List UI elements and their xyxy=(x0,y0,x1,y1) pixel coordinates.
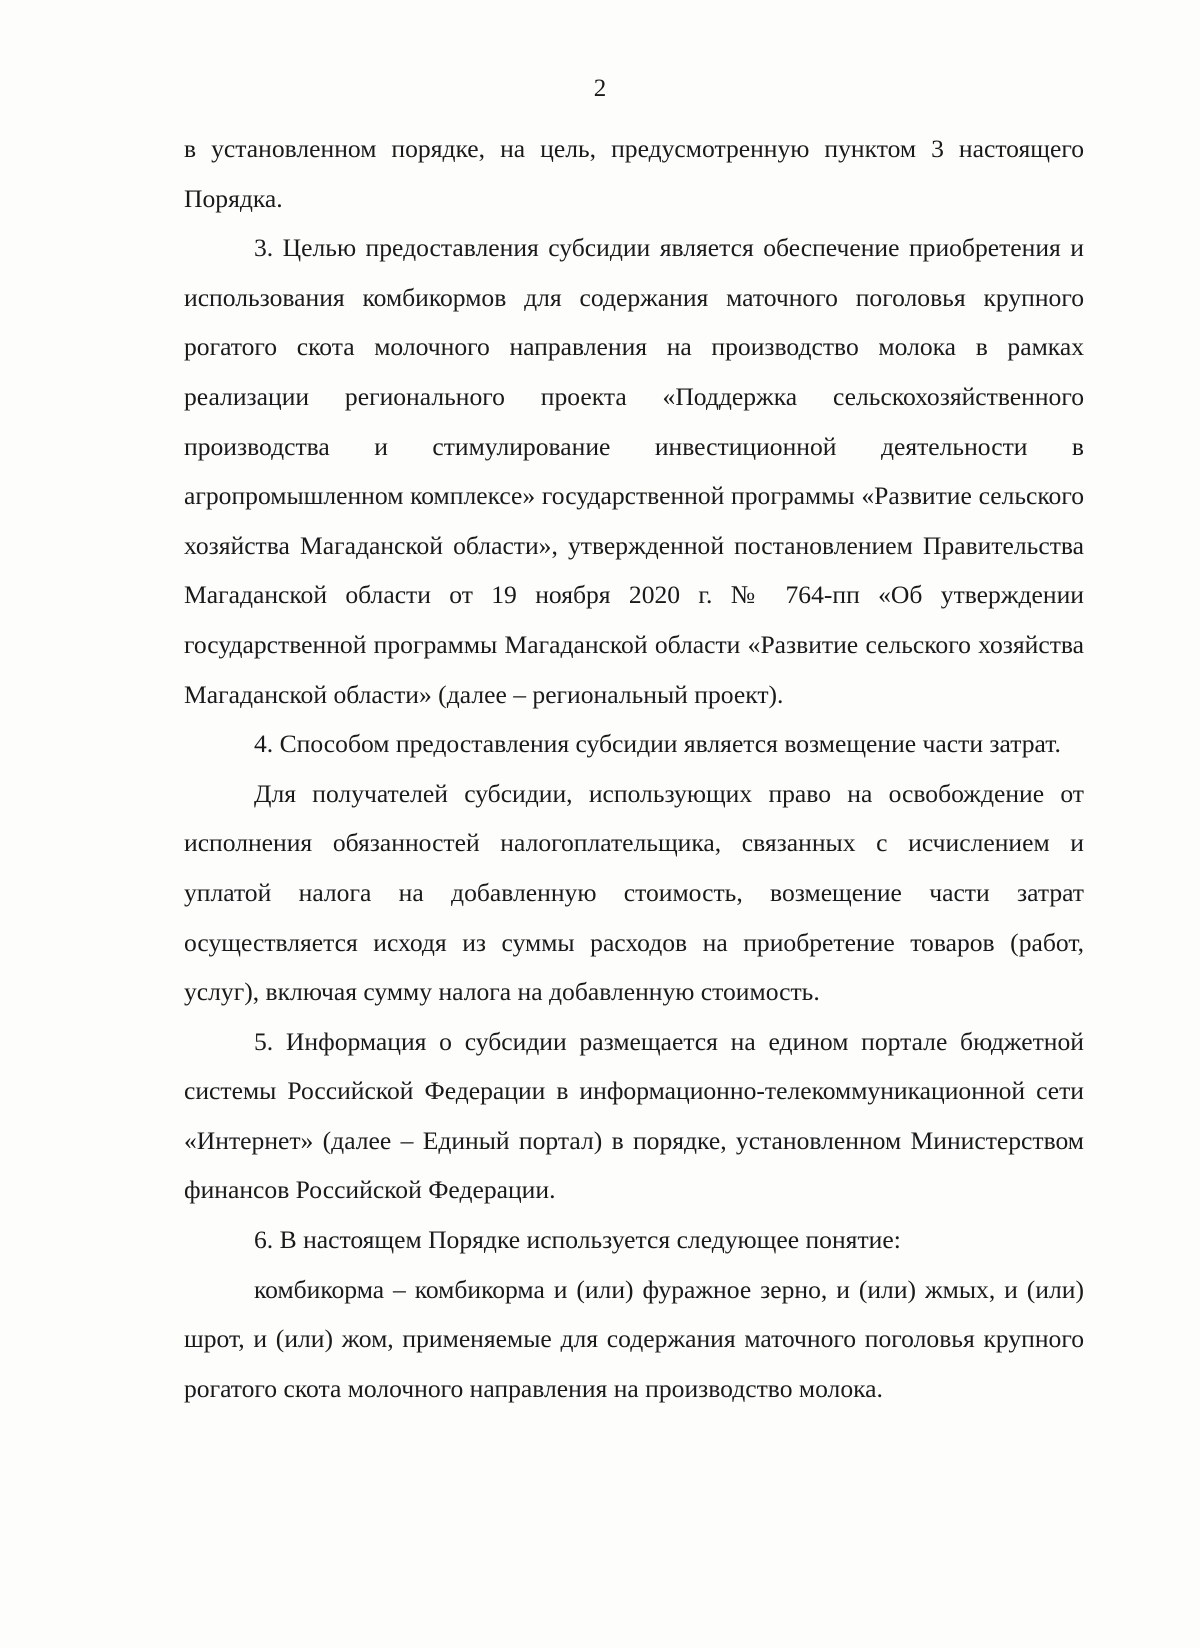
paragraph-item-4-note: Для получателей субсидии, использующих право на освобождение от исполнения обязанностей налогоплательщика, связанных с исчислением и уплатой налога на добавленную стоимость, возмещение части затрат осуществляется исходя из суммы расходов на приобретение товаров (работ, услуг), включая сумму налога на добавленную стоимость. xyxy=(184,778,1084,1007)
paragraph-item-3: 3. Целью предоставления субсидии является обеспечение приобретения и использования комбикормов для содержания маточного поголовья крупного рогатого скота молочного направления на производство молока в рамках реализации регионального проекта «Поддержка сельскохозяйственного производства и стимулирование инвестиционной деятельности в агропромышленном комплексе» государственной программы «Развитие сельского хозяйства Магаданской области», утвержденной постановлением Правительства Магаданской области от 19 ноября 2020 г. № 764-пп «Об утверждении государственной программы Магаданской области «Развитие сельского хозяйства Магаданской области» (далее – региональный проект). xyxy=(184,233,1084,709)
paragraph-continuation: в установленном порядке, на цель, предусмотренную пунктом 3 настоящего Порядка. xyxy=(184,134,1084,213)
document-body xyxy=(184,124,1084,1413)
paragraph-item-5: 5. Информация о субсидии размещается на едином портале бюджетной системы Российской Федерации в информационно-телекоммуникационной сети «Интернет» (далее – Единый портал) в порядке, установленном Министерством финансов Российской Федерации. xyxy=(184,1026,1084,1205)
paragraph-definition: комбикорма – комбикорма и (или) фуражное зерно, и (или) жмых, и (или) шрот, и (или) жом, применяемые для содержания маточного поголовья крупного рогатого скота молочного направления на производство молока. xyxy=(184,1274,1084,1403)
page-number: 2 xyxy=(593,75,607,102)
paragraph-item-6: 6. В настоящем Порядке используется следующее понятие: xyxy=(254,1225,901,1255)
paragraph-item-4: 4. Способом предоставления субсидии является возмещение части затрат. xyxy=(254,729,1061,759)
